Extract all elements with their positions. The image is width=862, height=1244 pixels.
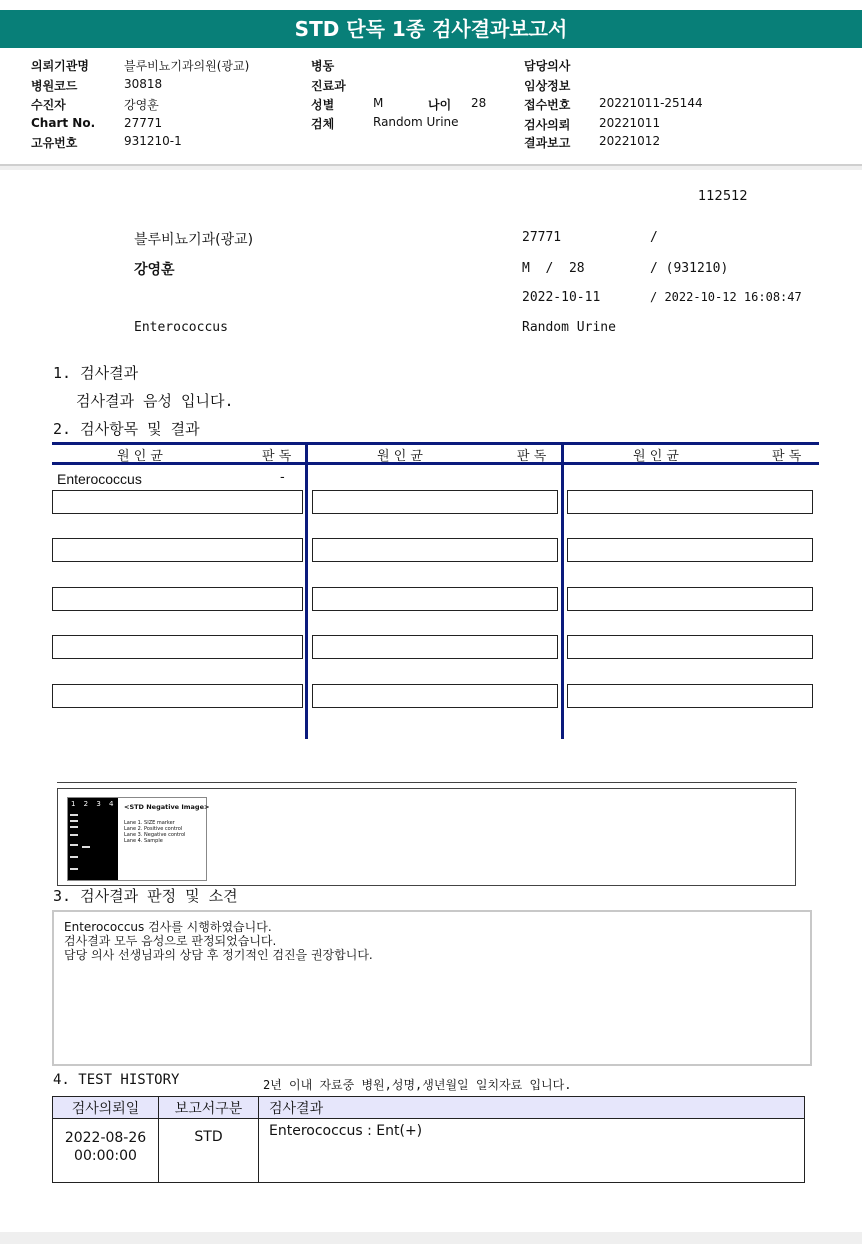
label-ward: 병동: [311, 59, 335, 73]
gel-image: [67, 797, 210, 881]
label-patient: 수진자: [31, 98, 66, 112]
label-doctor: 담당의사: [524, 59, 571, 73]
value-unique-no: 931210-1: [124, 134, 182, 148]
value-hospital-code: 30818: [124, 77, 163, 91]
col-judgement-2: 판 독: [517, 449, 547, 464]
value-receipt-no: 20221011-25144: [599, 96, 703, 110]
grid-top-border: [52, 442, 819, 445]
result-cell: [52, 538, 303, 562]
result-cell: [52, 587, 303, 611]
gel-image-box: [57, 788, 796, 886]
lane-numbers: 1 2 3 4: [71, 800, 117, 808]
grid-header-border: [52, 462, 819, 465]
result-cell: [312, 587, 558, 611]
label-sex: 성별: [311, 98, 335, 112]
label-chart-no: Chart No.: [31, 116, 96, 130]
gel-band: [70, 826, 78, 828]
history-type: STD: [159, 1119, 259, 1183]
label-receipt-no: 접수번호: [524, 98, 571, 112]
info-birth: / (931210): [650, 261, 729, 276]
label-department: 진료과: [311, 79, 346, 93]
result-cell: [312, 635, 558, 659]
value-report-date: 20221012: [599, 134, 661, 148]
history-table: [52, 1096, 805, 1183]
gel-band: [70, 814, 78, 816]
result-cell: [52, 490, 303, 514]
col-pathogen-2: 원 인 균: [377, 449, 423, 464]
result-cell: [567, 490, 813, 514]
section1-title: 1. 검사결과: [53, 364, 139, 382]
first-item-result: -: [280, 470, 285, 485]
info-test-name: Enterococcus: [134, 320, 228, 335]
section4-title: 4. TEST HISTORY: [53, 1072, 180, 1088]
lane-legend-3: Lane 3. Negative control: [124, 832, 186, 838]
history-note: 2년 이내 자료중 병원,성명,생년월일 일치자료 입니다.: [263, 1078, 572, 1092]
opinion-line-2: 검사결과 모두 음성으로 판정되었습니다.: [64, 934, 277, 948]
result-cell: [567, 635, 813, 659]
history-header-type: 보고서구분: [159, 1097, 259, 1119]
section3-title: 3. 검사결과 판정 및 소견: [53, 887, 238, 905]
info-patient: 강영훈: [134, 262, 175, 278]
opinion-line-1: Enterococcus 검사를 시행하였습니다.: [64, 920, 272, 934]
history-time: 00:00:00: [74, 1148, 137, 1164]
value-patient: 강영훈: [124, 98, 159, 112]
value-chart-no: 27771: [124, 116, 163, 130]
info-report-datetime: / 2022-10-12 16:08:47: [650, 290, 802, 304]
info-slash: /: [650, 230, 658, 245]
gel-band: [70, 856, 78, 858]
label-clinical-info: 임상정보: [524, 79, 571, 93]
opinion-box: [52, 910, 812, 1066]
gel-band: [82, 846, 90, 848]
label-hospital-code: 병원코드: [31, 79, 78, 93]
first-item-pathogen: Enterococcus: [57, 471, 142, 487]
col-pathogen-1: 원 인 균: [117, 449, 163, 464]
label-request-date: 검사의뢰: [524, 118, 571, 132]
col-judgement-3: 판 독: [772, 449, 802, 464]
gel-band: [70, 844, 78, 846]
gel-band: [70, 834, 78, 836]
value-specimen: Random Urine: [373, 115, 459, 129]
value-sex: M: [373, 96, 384, 110]
gel-lanes: [68, 798, 118, 880]
label-report-date: 결과보고: [524, 136, 571, 150]
col-judgement-1: 판 독: [262, 449, 292, 464]
label-age: 나이: [428, 98, 452, 112]
value-request-date: 20221011: [599, 116, 661, 130]
label-specimen: 검체: [311, 117, 335, 131]
report-code: 112512: [698, 189, 748, 204]
section1-text: 검사결과 음성 입니다.: [76, 392, 234, 410]
info-sex-age: M / 28: [522, 261, 585, 276]
page-bottom-strip: [0, 1232, 862, 1244]
gel-band: [70, 820, 78, 822]
result-cell: [567, 587, 813, 611]
history-header-date: 검사의뢰일: [53, 1097, 159, 1119]
history-header-result: 검사결과: [259, 1097, 805, 1119]
value-institution: 블루비뇨기과의원(광교): [124, 59, 250, 73]
lane-legend-1: Lane 1. SIZE marker: [124, 820, 175, 826]
opinion-line-3: 담당 의사 선생님과의 상담 후 정기적인 검진을 권장합니다.: [64, 948, 373, 962]
lane-legend-4: Lane 4. Sample: [124, 838, 163, 844]
history-date-cell: [53, 1119, 159, 1183]
value-age: 28: [471, 96, 487, 110]
history-date: 2022-08-26: [64, 1130, 147, 1146]
lane-legend: [124, 820, 185, 844]
gel-image-title: <STD Negative Image>: [124, 803, 210, 811]
result-cell: [567, 684, 813, 708]
result-cell: [567, 538, 813, 562]
result-cell: [312, 490, 558, 514]
result-cell: [312, 684, 558, 708]
info-chart-no: 27771: [522, 230, 562, 245]
table-row: [53, 1119, 805, 1183]
grid-divider-1: [305, 442, 308, 739]
label-institution: 의뢰기관명: [31, 59, 89, 73]
label-unique-no: 고유번호: [31, 136, 78, 150]
info-clinic: 블루비뇨기과(광교): [134, 232, 254, 248]
header-divider-shadow: [0, 166, 862, 170]
image-top-rule: [57, 782, 797, 783]
gel-band: [70, 868, 78, 870]
result-cell: [52, 684, 303, 708]
result-cell: [52, 635, 303, 659]
grid-divider-2: [561, 442, 564, 739]
col-pathogen-3: 원 인 균: [633, 449, 679, 464]
info-request-date: 2022-10-11: [522, 290, 601, 305]
history-result: Enterococcus : Ent(+): [259, 1119, 805, 1183]
result-cell: [312, 538, 558, 562]
lane-legend-2: Lane 2. Positive control: [124, 826, 183, 832]
info-specimen: Random Urine: [522, 320, 616, 335]
section2-title: 2. 검사항목 및 결과: [53, 420, 200, 438]
report-title: STD 단독 1종 검사결과보고서: [0, 10, 862, 48]
